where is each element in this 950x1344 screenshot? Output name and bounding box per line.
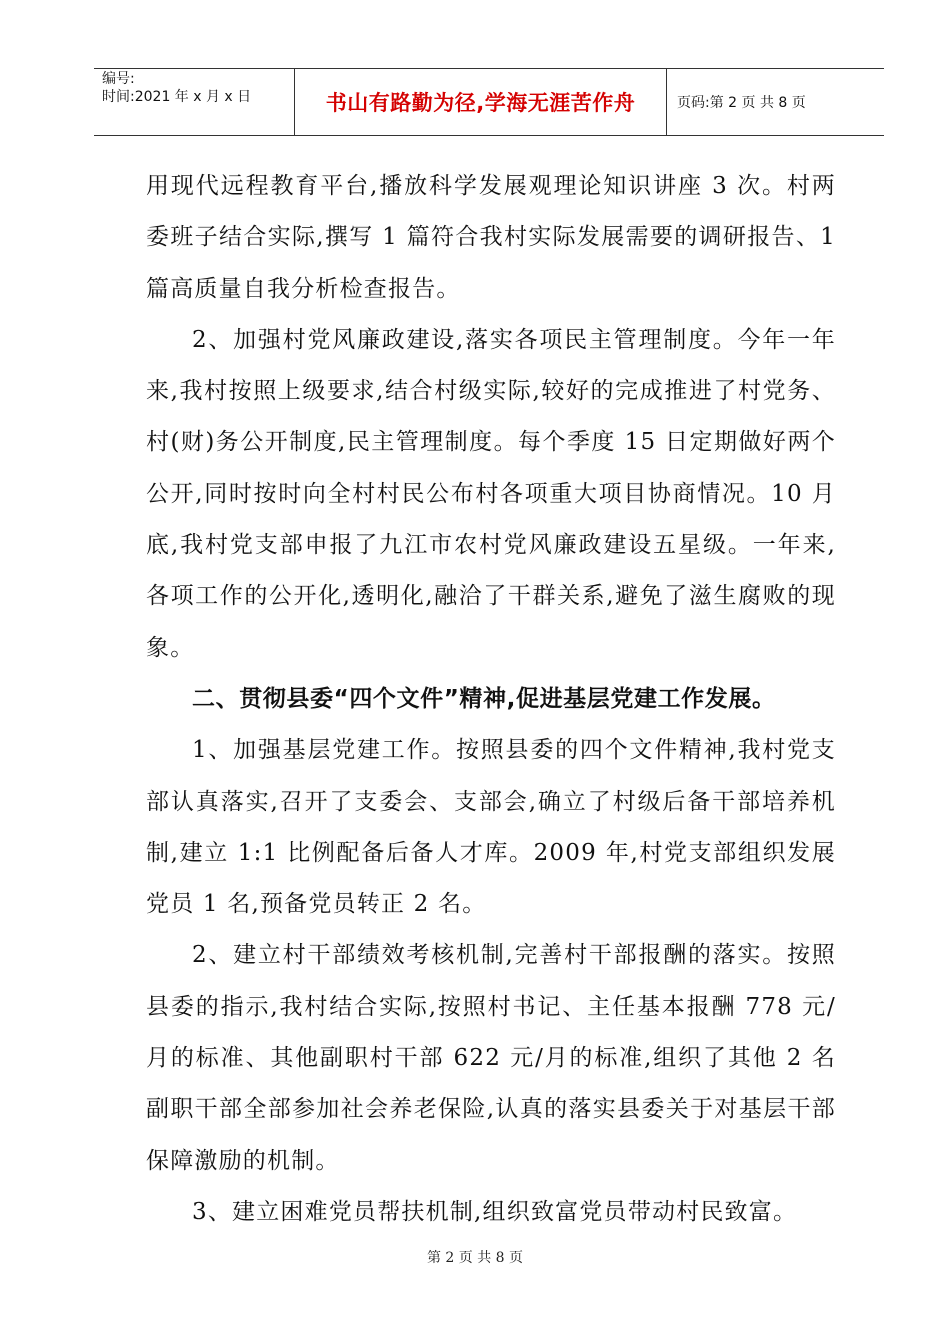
paragraph-item: 1、加强基层党建工作。按照县委的四个文件精神,我村党支部认真落实,召开了支委会、支部会,确立了村级后备干部培养机制,建立 1:1 比例配备后备人才库。2009 年,村党支部组织发展党员 1 名,预备党员转正 2 名。 xyxy=(146,737,836,918)
paragraph-item: 2、建立村干部绩效考核机制,完善村干部报酬的落实。按照县委的指示,我村结合实际,按照村书记、主任基本报酬 778 元/月的标准、其他副职村干部 622 元/月的标准,组织了其他 2 名副职干部全部参加社会养老保险,认真的落实县委关于对基层干部保障激励的机制。 xyxy=(146,942,836,1174)
section-heading: 二、贯彻县委“四个文件”精神,促进基层党建工作发展。 xyxy=(192,685,776,712)
header-motto-cell xyxy=(295,68,667,136)
page-footer xyxy=(0,1247,950,1267)
document-body xyxy=(146,161,836,1238)
motto-text: 书山有路勤为径,学海无涯苦作舟 xyxy=(325,91,636,115)
document-header xyxy=(94,68,884,136)
footer-page-number: 第 2 页 共 8 页 xyxy=(426,1250,524,1266)
paragraph-continuation: 用现代远程教育平台,播放科学发展观理论知识讲座 3 次。村两委班子结合实际,撰写 1 篇符合我村实际发展需要的调研报告、1 篇高质量自我分析检查报告。 xyxy=(146,173,836,302)
page-indicator: 页码:第 2 页 共 8 页 xyxy=(677,95,806,111)
paragraph-item: 2、加强村党风廉政建设,落实各项民主管理制度。今年一年来,我村按照上级要求,结合村级实际,较好的完成推进了村党务、村(财)务公开制度,民主管理制度。每个季度 15 日定期做好两个公开,同时按时向全村村民公布村各项重大项目协商情况。10 月底,我村党支部申报了九江市农村党风廉政建设五星级。一年来,各项工作的公开化,透明化,融洽了干群关系,避免了滋生腐败的现象。 xyxy=(146,326,836,661)
time-label: 时间:2021 年 x 月 x 日 xyxy=(102,89,252,105)
paragraph-item: 3、建立困难党员帮扶机制,组织致富党员带动村民致富。 xyxy=(192,1198,798,1225)
number-label: 编号: xyxy=(102,71,135,87)
header-page-cell xyxy=(667,68,884,136)
header-meta-cell xyxy=(94,68,295,136)
